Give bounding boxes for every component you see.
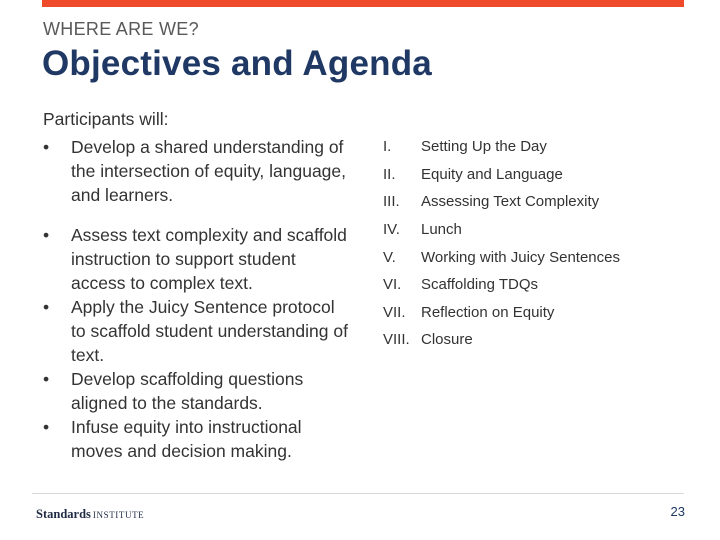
objective-item (43, 295, 348, 367)
objective-text: Infuse equity into instructional moves and decision making. (71, 417, 302, 461)
slide-title: Objectives and Agenda (42, 44, 432, 83)
objective-text: Assess text complexity and scaffold instruction to support student access to complex text. (71, 225, 347, 293)
bullet-icon: • (43, 369, 50, 389)
page-number: 23 (670, 504, 685, 519)
objective-item (43, 415, 348, 463)
objective-item (43, 367, 348, 415)
agenda-text: Setting Up the Day (421, 138, 547, 156)
agenda-list (383, 133, 683, 354)
agenda-number: I. (383, 138, 392, 156)
objective-text: Apply the Juicy Sentence protocol to scaffold student understanding of text. (71, 297, 348, 365)
bullet-icon: • (43, 417, 50, 437)
agenda-number: V. (383, 248, 396, 266)
footer-divider (32, 493, 684, 494)
section-eyebrow: WHERE ARE WE? (43, 19, 199, 39)
agenda-number: II. (383, 165, 396, 183)
objectives-column (43, 107, 348, 463)
standards-institute-logo (36, 505, 144, 523)
agenda-number: VII. (383, 303, 406, 321)
top-accent-bar (42, 0, 684, 7)
agenda-number: VI. (383, 276, 402, 294)
agenda-number: IV. (383, 221, 400, 239)
agenda-item (383, 161, 683, 189)
logo-sub-text: INSTITUTE (92, 510, 145, 520)
agenda-item (383, 133, 683, 161)
agenda-text: Closure (421, 331, 473, 349)
agenda-item (383, 216, 683, 244)
bullet-icon: • (43, 225, 50, 245)
objective-text: Develop scaffolding questions aligned to the standards. (71, 369, 304, 413)
agenda-item (383, 188, 683, 216)
objective-item (43, 223, 348, 295)
bullet-icon: • (43, 297, 50, 317)
objective-text: Develop a shared understanding of the intersection of equity, language, and learners. (71, 137, 347, 205)
agenda-item (383, 243, 683, 271)
bullet-icon: • (43, 137, 50, 157)
agenda-text: Working with Juicy Sentences (421, 248, 620, 266)
agenda-text: Scaffolding TDQs (421, 276, 539, 294)
agenda-text: Assessing Text Complexity (421, 193, 600, 211)
logo-main-text: Standards (36, 507, 91, 521)
objectives-list (43, 135, 348, 463)
agenda-text: Lunch (421, 221, 462, 239)
agenda-text: Equity and Language (421, 165, 563, 183)
agenda-number: VIII. (383, 331, 410, 349)
agenda-item (383, 271, 683, 299)
agenda-number: III. (383, 193, 400, 211)
objective-item (43, 135, 348, 207)
agenda-item (383, 326, 683, 354)
objectives-intro: Participants will: (43, 109, 169, 129)
agenda-text: Reflection on Equity (421, 303, 555, 321)
agenda-item (383, 299, 683, 327)
